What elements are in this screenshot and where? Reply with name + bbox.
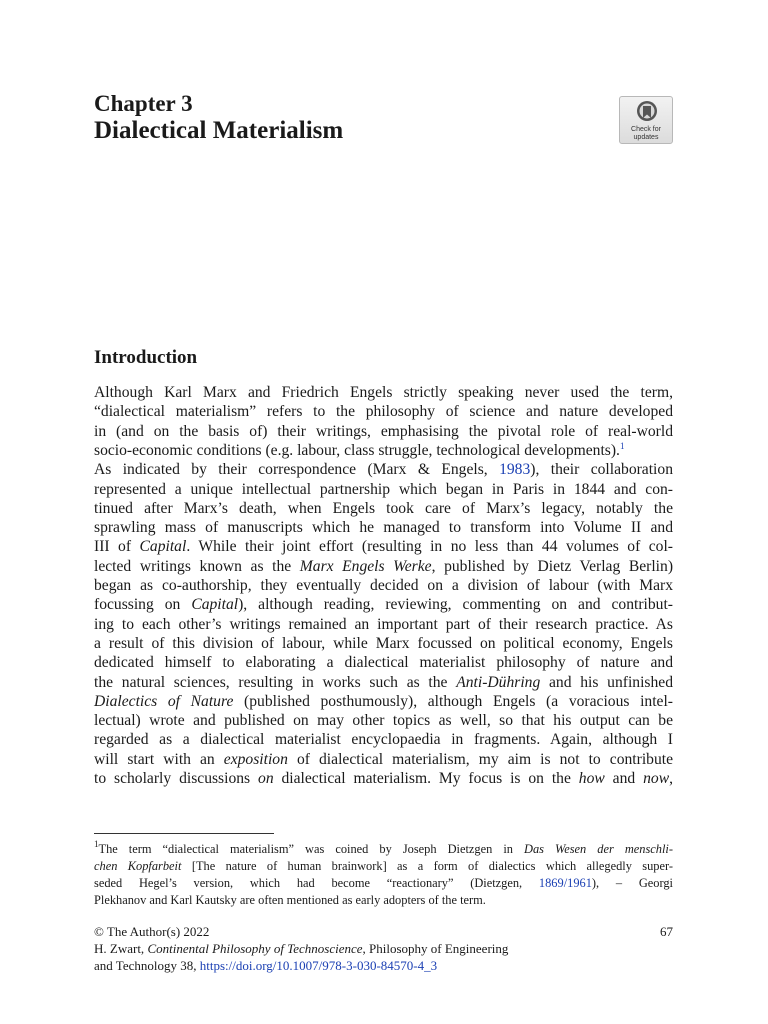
footnote-divider [94,833,274,834]
body-line: Although Karl Marx and Friedrich Engels strictly speaking never used the term, [94,384,673,401]
body-line: the natural sciences, resulting in works such as the Anti-Dühring and his unfinished [94,673,673,691]
body-line: lectual) wrote and published on may other topics as well, so that his output can be [94,712,673,730]
footnote-ref[interactable]: 1 [619,440,625,451]
body-line: began as co-authorship, they eventually decided on a division of labour (with Marx [94,577,673,594]
citation-link[interactable]: 1983 [499,461,531,479]
body-line: regarded as a dialectical materialist encyclopaedia in fragments. Again, although I [94,731,673,749]
page-number: 67 [660,924,673,939]
chapter-number: Chapter 3 [94,91,193,116]
section-heading: Introduction [94,347,198,368]
citation-link[interactable]: 1869/1961 [538,876,592,890]
copyright: © The Author(s) 2022 [94,924,210,939]
body-line: III of Capital. While their joint effort (resulting in no less than 44 volumes of col- [94,538,673,556]
body-line: As indicated by their correspondence (Marx & Engels, 1983), their collaboration [94,461,673,479]
footnote-number: 1 [94,839,99,849]
body-line: a result of this division of labour, while Marx focussed on political economy, Engels [94,634,673,652]
footnote-line: chen Kopfarbeit [The nature of human brainwork] as a form of dialectics which allegedly super- [94,859,673,873]
badge-text-line2: updates [633,133,659,141]
citation-line: and Technology 38, https://doi.org/10.1007/978-3-030-84570-4_3 [94,958,438,973]
doi-link[interactable]: https://doi.org/10.1007/978-3-030-84570-4_3 [199,958,438,973]
body-line: tinued after Marx’s death, when Engels took care of Marx’s legacy, notably the [94,499,673,517]
body-line: in (and on the basis of) their writings, emphasising the pivotal role of real-world [94,422,673,440]
body-line: focussing on Capital), although reading, reviewing, commenting on and contribut- [94,596,673,614]
body-line: “dialectical materialism” refers to the philosophy of science and nature developed [94,403,673,421]
body-line: Dialectics of Nature (published posthumously), although Engels (a voracious intel- [94,692,673,710]
chapter-title: Dialectical Materialism [94,117,344,144]
body-line: ing to each other’s writings remained an important part of their research practice. As [94,615,673,633]
body-line: represented a unique intellectual partnership which began in Paris in 1844 and con- [94,480,673,498]
footnote-line: $^1$The term “dialectical materialism” was coined by Joseph Dietzgen in Das Wesen der menschli- [94,839,673,856]
bookmark-icon [635,100,659,126]
body-line: to scholarly discussions on dialectical materialism. My focus is on the how and now, [94,770,673,787]
body-line: socio-economic conditions (e.g. labour, class struggle, technological developments).$^1$ [94,440,625,459]
body-line: sprawling mass of manuscripts which he managed to transform into Volume II and [94,519,673,537]
body-line: will start with an exposition of dialectical materialism, my aim is not to contribute [94,750,673,768]
body-line: lected writings known as the Marx Engels Werke, published by Dietz Verlag Berlin) [94,557,674,575]
check-for-updates-badge[interactable] [619,96,673,144]
body-line: dedicated himself to elaborating a dialectical materialist philosophy of nature and [94,654,673,672]
footnote-line: seded Hegel’s version, which had become “reactionary” (Dietzgen, 1869/1961), – Georgi [94,876,673,890]
footnote-line: Plekhanov and Karl Kautsky are often mentioned as early adopters of the term. [94,893,486,907]
badge-text-line1: Check for [631,126,661,133]
citation-line: H. Zwart, Continental Philosophy of Technoscience, Philosophy of Engineering [94,941,509,956]
